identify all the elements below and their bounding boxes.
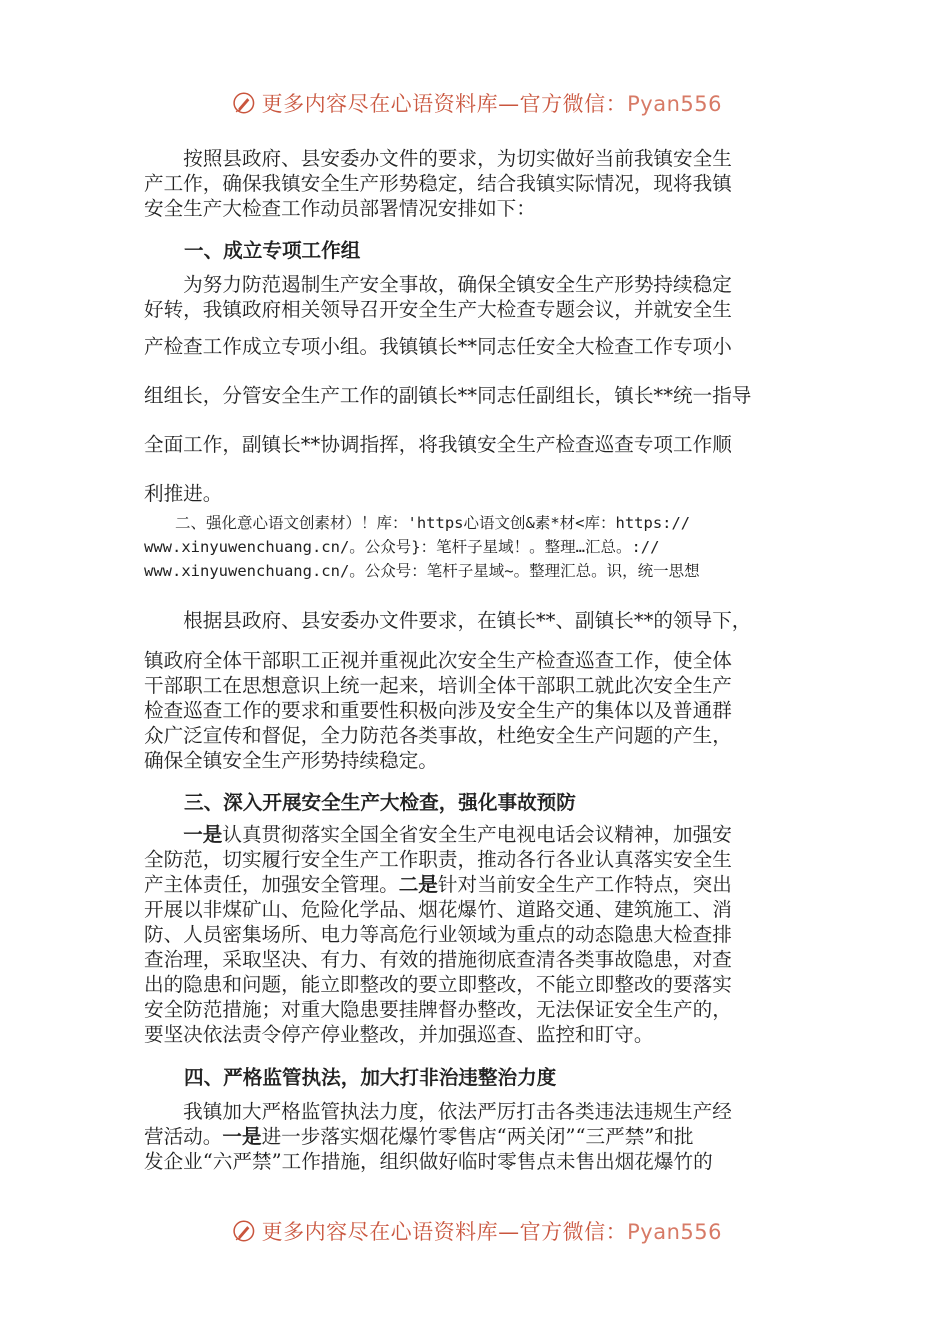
bold-marker: 二是: [398, 873, 438, 896]
section-heading-3: 三、深入开展安全生产大检查，强化事故预防: [184, 791, 576, 814]
pen-logo-icon: [232, 86, 256, 120]
bold-marker: 一是: [183, 823, 223, 846]
text-line: 开展以非煤矿山、危险化学品、烟花爆竹、道路交通、建筑施工、消: [144, 898, 732, 921]
banner-text: 更多内容尽在心语资料库—官方微信：: [261, 1220, 628, 1244]
text-line: 产检查工作成立专项小组。我镇镇长**同志任安全大检查工作专项小: [144, 335, 732, 358]
text-span: 认真贯彻落实全国全省安全生产电视电话会议精神，加强安: [222, 823, 732, 846]
text-span: 进一步落实烟花爆竹零售店“两关闭”“三严禁”和批: [261, 1125, 694, 1148]
text-span: 营活动。: [144, 1125, 223, 1148]
text-line: www.xinyuwenchuang.cn/。公众号}：笔杆子星域！。整理…汇总。://: [144, 538, 660, 556]
text-line: 防、人员密集场所、电力等高危行业领域为重点的动态隐患大检查排: [144, 923, 732, 946]
section2-paragraph-first: 根据县政府、县安委办文件要求，在镇长**、副镇长**的领导下，: [144, 609, 752, 632]
text-line: 按照县政府、县安委办文件的要求，为切实做好当前我镇安全生: [144, 147, 732, 170]
section-heading-1: 一、成立专项工作组: [184, 239, 361, 262]
text-line: 产工作，确保我镇安全生产形势稳定，结合我镇实际情况，现将我镇: [144, 172, 732, 195]
text-line: 众广泛宣传和督促，全力防范各类事故，杜绝安全生产问题的产生，: [144, 724, 732, 747]
text-span: 针对当前安全生产工作特点，突出: [437, 873, 732, 896]
section4-paragraph: [144, 1099, 808, 1174]
text-line: 要坚决依法责令停产停业整改，并加强巡查、监控和盯守。: [144, 1023, 654, 1046]
text-line: 组组长，分管安全生产工作的副镇长**同志任副组长，镇长**统一指导: [144, 384, 752, 407]
pen-logo-icon: [232, 1214, 256, 1248]
text-line: 镇政府全体干部职工正视并重视此次安全生产检查巡查工作，使全体: [144, 649, 732, 672]
text-line: 查治理，采取坚决、有力、有效的措施彻底查清各类事故隐患，对查: [144, 948, 732, 971]
banner-text: 更多内容尽在心语资料库—官方微信：: [261, 92, 628, 116]
section1-paragraph-a: [144, 272, 808, 322]
text-line: 确保全镇安全生产形势持续稳定。: [144, 749, 438, 772]
bold-marker: 一是: [222, 1125, 262, 1148]
text-line: 二、强化意心语文创素材）！库：'https心语文创&素*材<库：https://: [144, 514, 691, 532]
text-line: 我镇加大严格监管执法力度，依法严厉打击各类违法违规生产经: [144, 1100, 732, 1123]
text-line: 安全生产大检查工作动员部署情况安排如下：: [144, 197, 536, 220]
text-line: 利推进。: [144, 482, 223, 505]
text-span: 产主体责任，加强安全管理。: [144, 873, 399, 896]
banner-wechat-id: Pyan556: [627, 92, 722, 116]
banner-wechat-id: Pyan556: [627, 1220, 722, 1244]
text-line: [144, 1124, 808, 1149]
text-line: 检查巡查工作的要求和重要性积极向涉及安全生产的集体以及普通群: [144, 699, 732, 722]
text-line: 安全防范措施；对重大隐患要挂牌督办整改，无法保证安全生产的，: [144, 998, 732, 1021]
text-line: 为努力防范遏制生产安全事故，确保全镇安全生产形势持续稳定: [144, 273, 732, 296]
intro-paragraph: [144, 146, 808, 221]
header-banner: [232, 86, 722, 120]
section2-paragraph: [144, 648, 808, 773]
section1-paragraph-b: [144, 322, 808, 506]
text-line: [144, 872, 808, 897]
section-heading-4: 四、严格监管执法，加大打非治违整治力度: [184, 1066, 557, 1089]
text-line: 全防范，切实履行安全生产工作职责，推动各行各业认真落实安全生: [144, 848, 732, 871]
footer-banner: [232, 1214, 722, 1248]
section3-paragraph: [144, 822, 808, 1047]
section2-heading-mixed: [144, 511, 808, 583]
text-line: 干部职工在思想意识上统一起来，培训全体干部职工就此次安全生产: [144, 674, 732, 697]
text-line: 发企业“六严禁”工作措施，组织做好临时零售点未售出烟花爆竹的: [144, 1150, 713, 1173]
text-line: 全面工作，副镇长**协调指挥，将我镇安全生产检查巡查专项工作顺: [144, 433, 732, 456]
text-line: 出的隐患和问题，能立即整改的要立即整改，不能立即整改的要落实: [144, 973, 732, 996]
text-line: [144, 822, 808, 847]
text-line: 好转，我镇政府相关领导召开安全生产大检查专题会议，并就安全生: [144, 298, 732, 321]
text-line: www.xinyuwenchuang.cn/。公众号：笔杆子星域~。整理汇总。识，统一思想: [144, 562, 700, 580]
